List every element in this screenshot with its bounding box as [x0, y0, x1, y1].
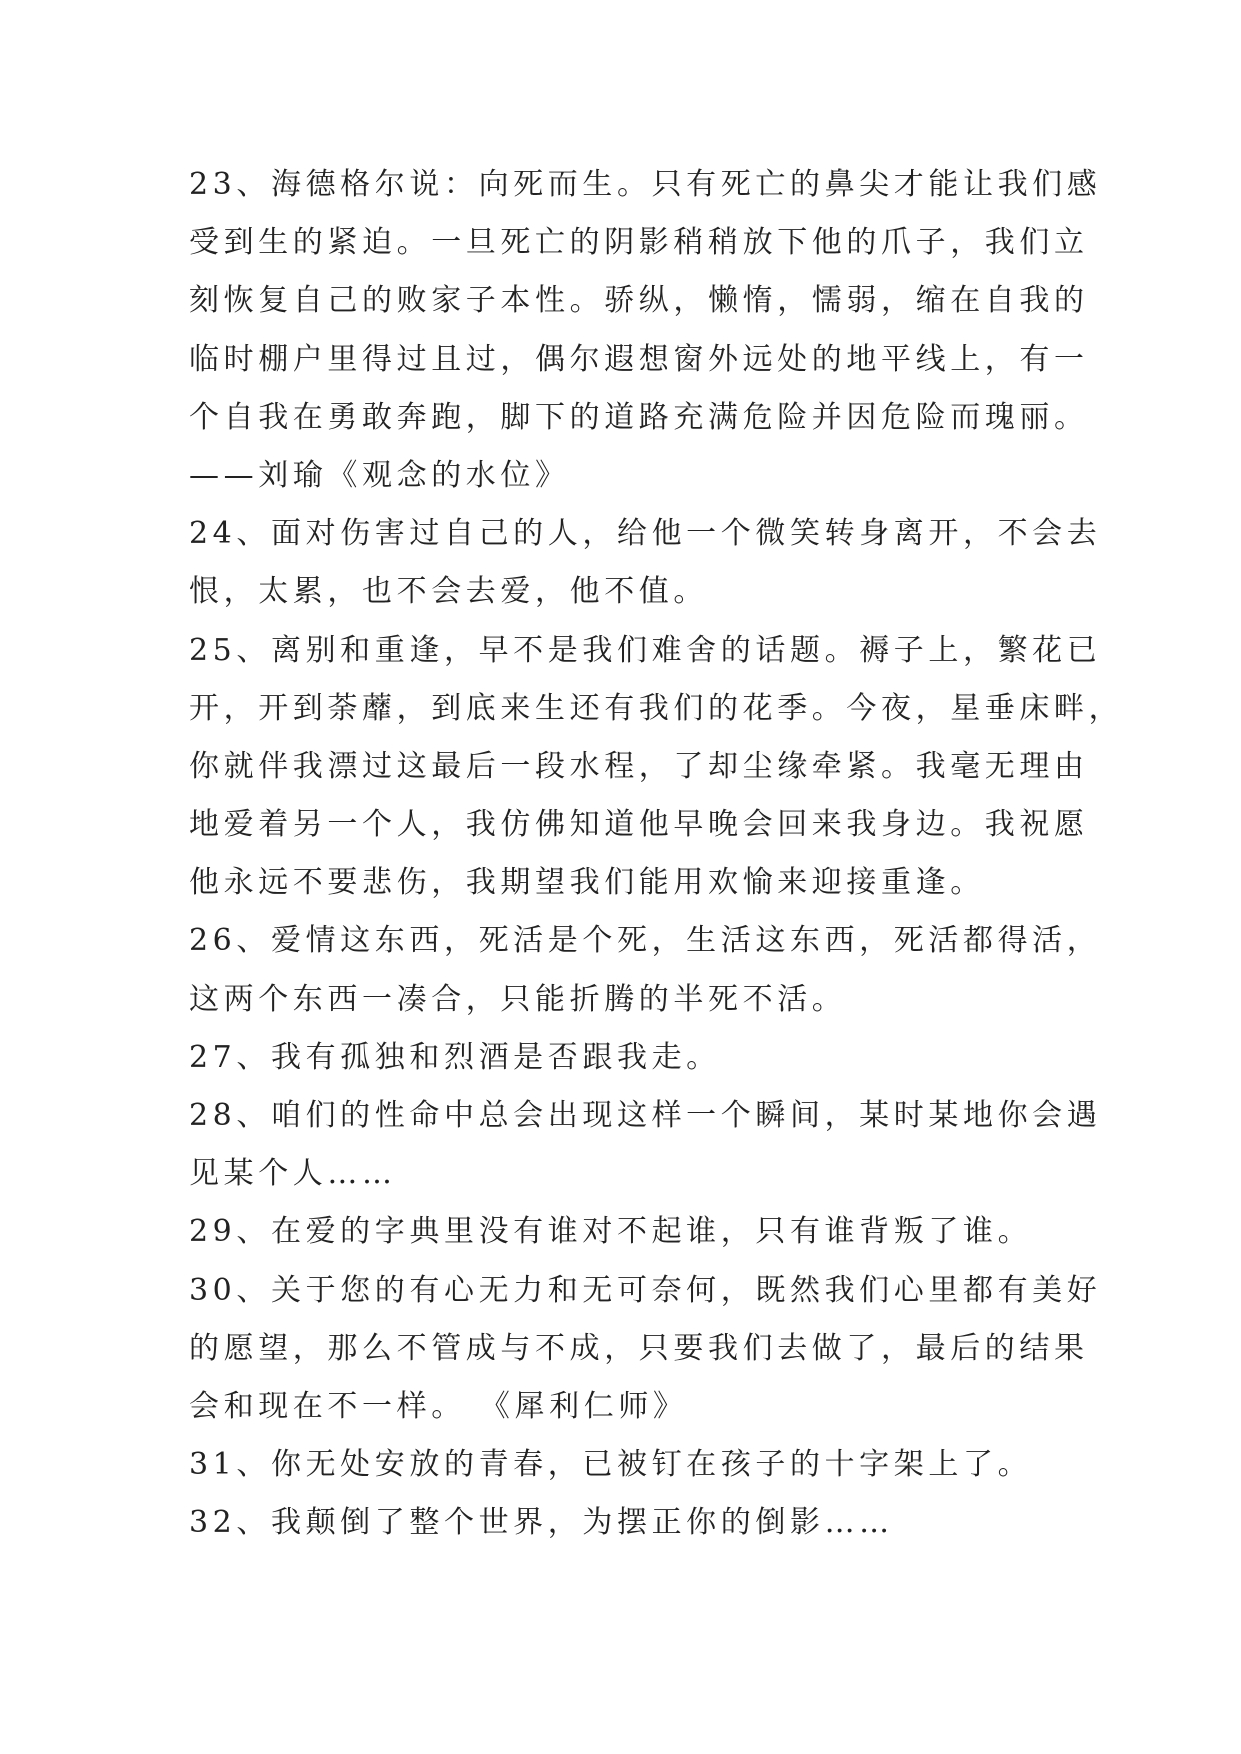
- text-line: 29、在爱的字典里没有谁对不起谁，只有谁背叛了谁。: [189, 1214, 1033, 1250]
- text-line: 开，开到荼蘼，到底来生还有我们的花季。今夜，星垂床畔，: [189, 690, 1124, 726]
- text-line: ——刘瑜《观念的水位》: [189, 457, 570, 493]
- text-line: 的愿望，那么不管成与不成，只要我们去做了，最后的结果: [189, 1330, 1089, 1366]
- text-line: 地爱着另一个人，我仿佛知道他早晚会回来我身边。我祝愿: [189, 807, 1089, 843]
- text-line: 你就伴我漂过这最后一段水程，了却尘缘牵紧。我毫无理由: [189, 748, 1089, 784]
- text-line: 31、你无处安放的青春，已被钉在孩子的十字架上了。: [189, 1447, 1033, 1483]
- text-line: 27、我有孤独和烈酒是否跟我走。: [189, 1039, 721, 1075]
- text-line: 23、海德格尔说：向死而生。只有死亡的鼻尖才能让我们感: [189, 167, 1102, 202]
- text-line: 28、咱们的性命中总会出现这样一个瞬间，某时某地你会遇: [189, 1098, 1102, 1133]
- text-line: 30、关于您的有心无力和无可奈何，既然我们心里都有美好: [189, 1272, 1102, 1308]
- text-line: 临时棚户里得过且过，偶尔遐想窗外远处的地平线上，有一: [189, 341, 1089, 377]
- text-line: 刻恢复自己的败家子本性。骄纵，懒惰，懦弱，缩在自我的: [189, 283, 1089, 319]
- document-body: [189, 156, 1124, 1553]
- text-line: 受到生的紧迫。一旦死亡的阴影稍稍放下他的爪子，我们立: [189, 225, 1089, 261]
- text-line: 见某个人……: [189, 1156, 397, 1192]
- text-line: 恨，太累，也不会去爱，他不值。: [189, 574, 708, 610]
- text-line: 会和现在不一样。 《犀利仁师》: [189, 1388, 688, 1424]
- text-line: 他永远不要悲伤，我期望我们能用欢愉来迎接重逢。: [189, 865, 985, 901]
- text-line: 32、我颠倒了整个世界，为摆正你的倒影……: [189, 1505, 894, 1541]
- text-line: 24、面对伤害过自己的人，给他一个微笑转身离开，不会去: [189, 516, 1102, 552]
- text-line: 25、离别和重逢，早不是我们难舍的话题。褥子上，繁花已: [189, 632, 1102, 668]
- text-line: 26、爱情这东西，死活是个死，生活这东西，死活都得活，: [189, 923, 1102, 959]
- text-line: 个自我在勇敢奔跑，脚下的道路充满危险并因危险而瑰丽。: [189, 399, 1089, 435]
- text-line: 这两个东西一凑合，只能折腾的半死不活。: [189, 981, 847, 1017]
